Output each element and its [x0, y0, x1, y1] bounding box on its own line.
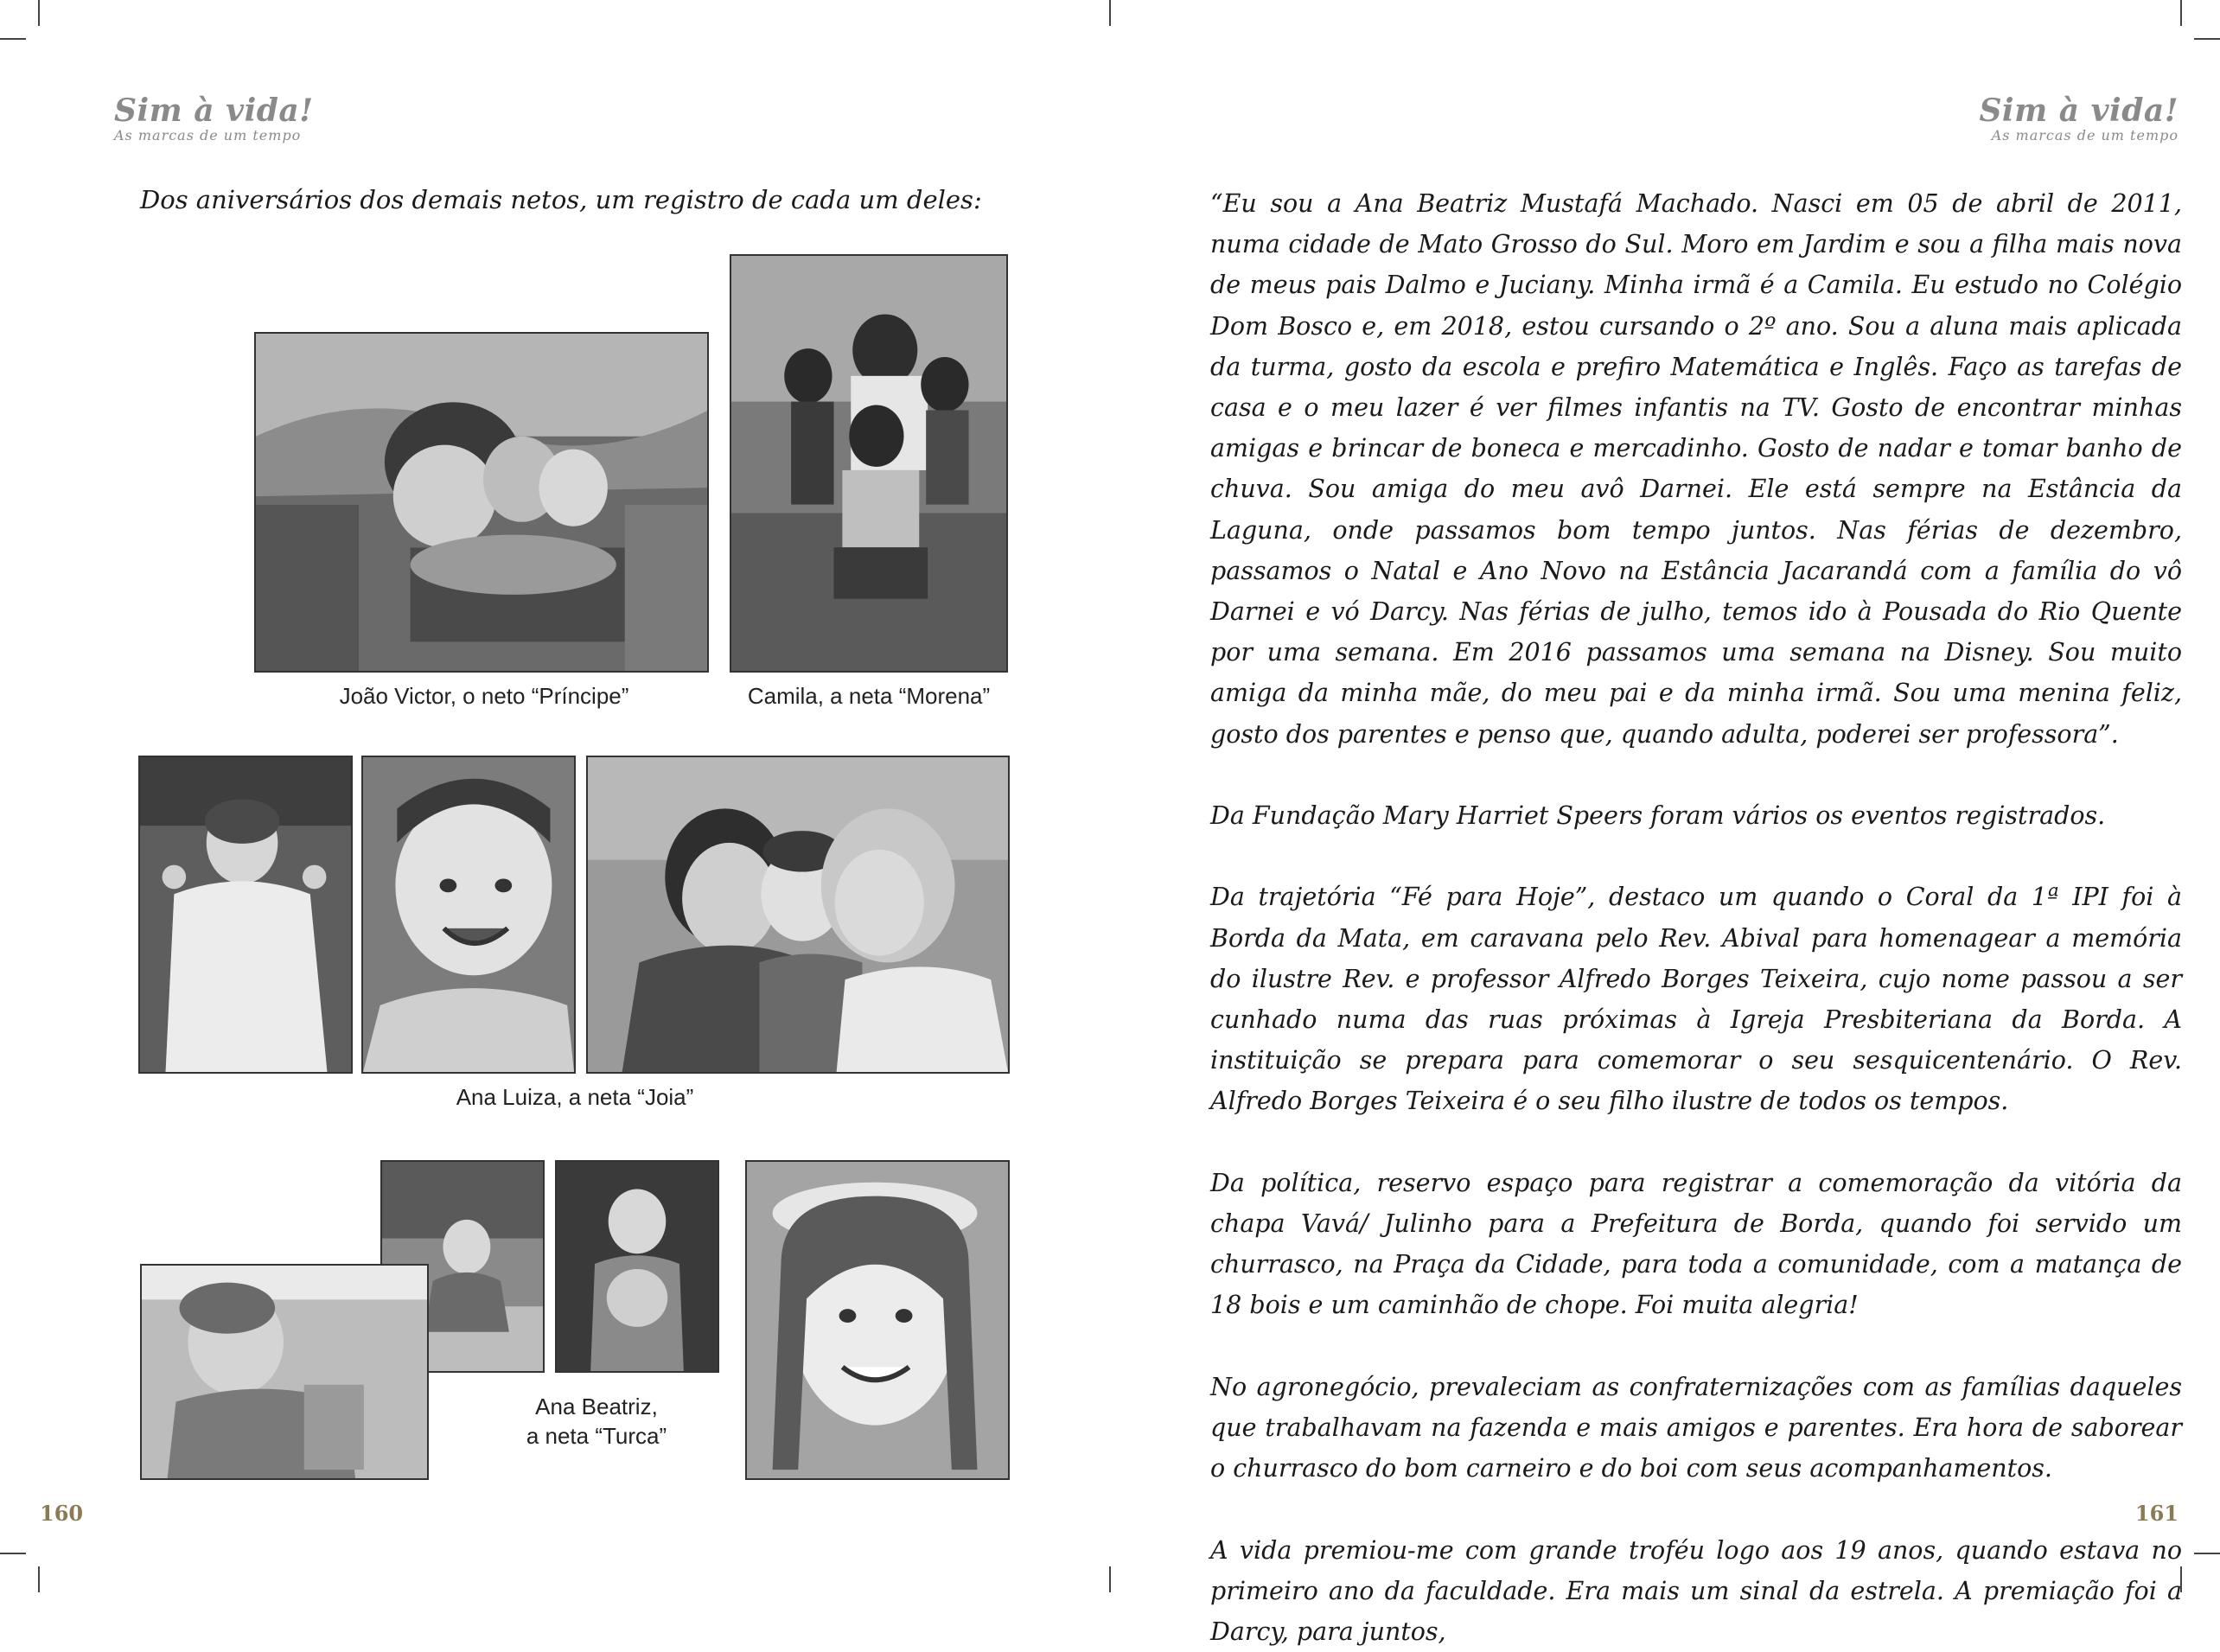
caption-camila: Camila, a neta “Morena”: [747, 683, 991, 709]
intro-text: Dos aniversários dos demais netos, um registro de cada um deles:: [140, 185, 982, 214]
caption-joao-victor: João Victor, o neto “Príncipe”: [339, 683, 629, 709]
running-header: [114, 93, 314, 144]
page-number: 161: [2134, 1501, 2179, 1526]
right-page: [1110, 0, 2220, 1647]
paragraph-politica: Da política, reservo espaço para registrar a comemoração da vitória da chapa Vavá/ Julinho para a Prefeitura de Borda, quando foi servido um churrasco, na Praça da Cidade, para toda a comunidade, com a matança de 18 bois e um caminhão de chope. Foi muita alegria!: [1210, 1168, 2182, 1320]
paragraph-ana-beatriz-quote: “Eu sou a Ana Beatriz Mustafá Machado. Nasci em 05 de abril de 2011, numa cidade de Mato Grosso do Sul. Moro em Jardim e sou a filha mais nova de meus pais Dalmo e Juciany. Minha irmã é a Camila. Eu estudo no Colégio Dom Bosco e, em 2018, estou cursando o 2º ano. Sou a aluna mais aplicada da turma, gosto da escola e prefiro Matemática e Inglês. Faço as tarefas de casa e o meu lazer é ver filmes infantis na TV. Gosto de encontrar minhas amigas e brincar de boneca e mercadinho. Gosto de nadar e tomar banho de chuva. Sou amiga do meu avô Darnei. Ele está sempre na Estância da Laguna, onde passamos bom tempo juntos. Nas férias de dezembro, passamos o Natal e Ano Novo na Estância Jacarandá com a família do vô Darnei e vó Darcy. Nas férias de julho, temos ido à Pousada do Rio Quente por uma semana. Em 2016 passamos uma semana na Disney. Sou muito amiga da minha mãe, do meu pai e da minha irmã. Sou uma menina feliz, gosto dos parentes e penso que, quando adulta, poderei ser professora”.: [1210, 189, 2182, 749]
paragraph-fe-para-hoje: Da trajetória “Fé para Hoje”, destaco um quando o Coral da 1ª IPI foi à Borda da Mata, em caravana pelo Rev. Abival para homenagear a memória do ilustre Rev. e professor Alfredo Borges Teixeira, cujo nome passou a ser cunhado numa das ruas próximas à Igreja Presbiteriana da Borda. A instituição se prepara para comemorar o seu sesquicentenário. O Rev. Alfredo Borges Teixeira é o seu filho ilustre de todos os tempos.: [1210, 883, 2182, 1116]
photo-ana-beatriz-2: [555, 1160, 719, 1373]
photo-joao-victor: [254, 332, 709, 673]
left-page: [0, 0, 1110, 1592]
photo-ana-beatriz-4: [745, 1160, 1010, 1480]
caption-ana-beatriz-line-2: a neta “Turca”: [526, 1423, 667, 1449]
book-title: Sim à vida!: [1979, 92, 2179, 129]
photo-camila: [730, 254, 1008, 673]
body-text: [1210, 183, 2182, 1652]
caption-ana-beatriz-line-1: Ana Beatriz,: [535, 1394, 658, 1419]
paragraph-premiacao: A vida premiou-me com grande troféu logo aos 19 anos, quando estava no primeiro ano da faculdade. Era mais um sinal da estrela. A premiação foi a Darcy, para juntos,: [1210, 1535, 2182, 1647]
photo-ana-beatriz-3: [140, 1264, 429, 1480]
book-title: Sim à vida!: [114, 92, 314, 129]
photo-ana-luiza-3: [586, 756, 1010, 1074]
paragraph-agronegocio: No agronegócio, prevaleciam as confraternizações com as famílias daqueles que trabalhavam na fazenda e mais amigos e parentes. Era hora de saborear o churrasco do bom carneiro e do boi com seus acompanhamentos.: [1210, 1372, 2182, 1483]
paragraph-fundacao: Da Fundação Mary Harriet Speers foram vários os eventos registrados.: [1210, 801, 2106, 831]
book-subtitle: As marcas de um tempo: [114, 127, 302, 144]
photo-ana-luiza-2: [361, 756, 576, 1074]
photo-ana-luiza-1: [138, 756, 353, 1074]
running-header: [1979, 93, 2179, 144]
caption-ana-luiza: Ana Luiza, a neta “Joia”: [456, 1084, 694, 1110]
book-subtitle: As marcas de um tempo: [1991, 127, 2179, 144]
page-number: 160: [40, 1501, 84, 1526]
caption-ana-beatriz: [467, 1392, 726, 1451]
